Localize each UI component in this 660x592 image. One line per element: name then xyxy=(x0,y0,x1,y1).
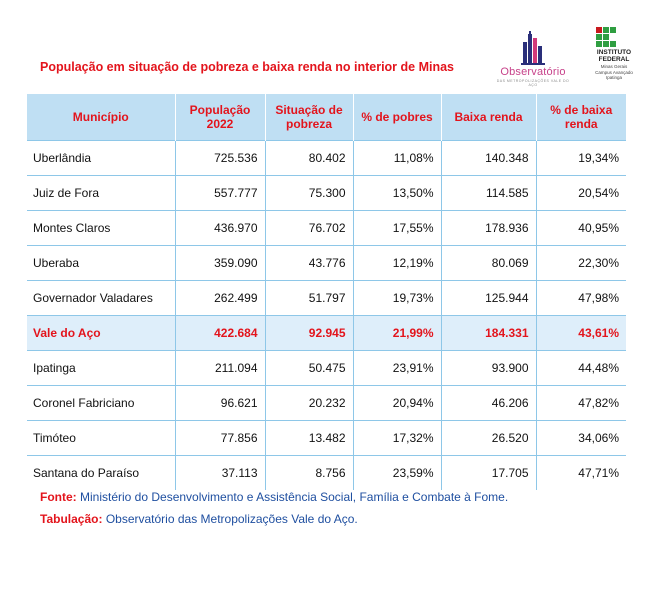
cell-municipio: Vale do Aço xyxy=(27,316,175,351)
if-campus xyxy=(584,64,644,81)
table-header-row xyxy=(27,94,626,141)
table-row xyxy=(27,351,626,386)
cell-pct-baixa-renda: 43,61% xyxy=(536,316,626,351)
cell-municipio: Coronel Fabriciano xyxy=(27,386,175,421)
tabulation-label: Tabulação: xyxy=(40,512,103,526)
header-pct-pobres: % de pobres xyxy=(353,94,441,141)
cell-baixa-renda: 26.520 xyxy=(441,421,536,456)
table-row xyxy=(27,281,626,316)
source-label: Fonte: xyxy=(40,490,77,504)
table-row xyxy=(27,176,626,211)
table-row-highlight xyxy=(27,316,626,351)
table-row xyxy=(27,456,626,491)
cell-municipio: Santana do Paraíso xyxy=(27,456,175,491)
if-line-3: Minas Gerais xyxy=(600,64,628,69)
cell-pct-baixa-renda: 47,98% xyxy=(536,281,626,316)
source-text: Ministério do Desenvolvimento e Assistência Social, Família e Combate à Fome. xyxy=(80,490,509,504)
if-grid-icon xyxy=(596,27,622,47)
cell-pct-pobres: 20,94% xyxy=(353,386,441,421)
cell-populacao: 37.113 xyxy=(175,456,265,491)
if-name xyxy=(584,49,644,63)
table-row xyxy=(27,141,626,176)
instituto-federal-logo xyxy=(584,27,644,93)
cell-pct-baixa-renda: 44,48% xyxy=(536,351,626,386)
cell-situacao-pobreza: 8.756 xyxy=(265,456,353,491)
cell-municipio: Timóteo xyxy=(27,421,175,456)
page-title: População em situação de pobreza e baixa renda no interior de Minas xyxy=(40,60,455,74)
cell-pct-baixa-renda: 47,82% xyxy=(536,386,626,421)
cell-municipio: Montes Claros xyxy=(27,211,175,246)
cell-municipio: Governador Valadares xyxy=(27,281,175,316)
cell-pct-pobres: 21,99% xyxy=(353,316,441,351)
city-skyline-icon xyxy=(493,30,573,66)
cell-situacao-pobreza: 75.300 xyxy=(265,176,353,211)
if-line-1: INSTITUTO xyxy=(596,49,632,56)
cell-baixa-renda: 178.936 xyxy=(441,211,536,246)
header-baixa-renda: Baixa renda xyxy=(441,94,536,141)
cell-pct-pobres: 23,59% xyxy=(353,456,441,491)
table-row xyxy=(27,386,626,421)
cell-pct-baixa-renda: 20,54% xyxy=(536,176,626,211)
cell-populacao: 96.621 xyxy=(175,386,265,421)
if-line-5: Ipatinga xyxy=(605,75,622,80)
tabulation-note xyxy=(40,512,358,526)
cell-baixa-renda: 46.206 xyxy=(441,386,536,421)
cell-situacao-pobreza: 51.797 xyxy=(265,281,353,316)
cell-pct-pobres: 23,91% xyxy=(353,351,441,386)
table-row xyxy=(27,211,626,246)
header-populacao: População 2022 xyxy=(175,94,265,141)
cell-baixa-renda: 125.944 xyxy=(441,281,536,316)
cell-populacao: 359.090 xyxy=(175,246,265,281)
tabulation-text: Observatório das Metropolizações Vale do Aço. xyxy=(105,512,358,526)
cell-baixa-renda: 114.585 xyxy=(441,176,536,211)
observatorio-subtitle: DAS METROPOLIZAÇÕES VALE DO AÇO xyxy=(496,79,570,87)
cell-pct-pobres: 17,55% xyxy=(353,211,441,246)
table-row xyxy=(27,246,626,281)
cell-baixa-renda: 80.069 xyxy=(441,246,536,281)
cell-situacao-pobreza: 20.232 xyxy=(265,386,353,421)
cell-pct-baixa-renda: 34,06% xyxy=(536,421,626,456)
observatorio-name: Observatório xyxy=(500,66,566,78)
cell-populacao: 422.684 xyxy=(175,316,265,351)
cell-situacao-pobreza: 50.475 xyxy=(265,351,353,386)
cell-pct-pobres: 13,50% xyxy=(353,176,441,211)
cell-populacao: 557.777 xyxy=(175,176,265,211)
cell-situacao-pobreza: 92.945 xyxy=(265,316,353,351)
if-line-2: FEDERAL xyxy=(598,56,630,63)
cell-pct-pobres: 11,08% xyxy=(353,141,441,176)
cell-municipio: Juiz de Fora xyxy=(27,176,175,211)
cell-populacao: 725.536 xyxy=(175,141,265,176)
cell-pct-baixa-renda: 22,30% xyxy=(536,246,626,281)
cell-pct-pobres: 19,73% xyxy=(353,281,441,316)
table-row xyxy=(27,421,626,456)
cell-baixa-renda: 140.348 xyxy=(441,141,536,176)
header-situacao-pobreza: Situação de pobreza xyxy=(265,94,353,141)
cell-baixa-renda: 17.705 xyxy=(441,456,536,491)
cell-baixa-renda: 93.900 xyxy=(441,351,536,386)
cell-populacao: 262.499 xyxy=(175,281,265,316)
cell-populacao: 77.856 xyxy=(175,421,265,456)
header-pct-baixa-renda: % de baixa renda xyxy=(536,94,626,141)
cell-situacao-pobreza: 43.776 xyxy=(265,246,353,281)
cell-municipio: Ipatinga xyxy=(27,351,175,386)
poverty-table xyxy=(27,94,626,490)
cell-situacao-pobreza: 80.402 xyxy=(265,141,353,176)
header-municipio: Município xyxy=(27,94,175,141)
observatorio-logo xyxy=(493,30,573,88)
source-note xyxy=(40,490,508,504)
cell-populacao: 436.970 xyxy=(175,211,265,246)
cell-populacao: 211.094 xyxy=(175,351,265,386)
cell-baixa-renda: 184.331 xyxy=(441,316,536,351)
cell-municipio: Uberaba xyxy=(27,246,175,281)
cell-pct-pobres: 17,32% xyxy=(353,421,441,456)
cell-pct-baixa-renda: 47,71% xyxy=(536,456,626,491)
if-line-4: Campus Avançado xyxy=(595,69,633,75)
cell-municipio: Uberlândia xyxy=(27,141,175,176)
cell-situacao-pobreza: 13.482 xyxy=(265,421,353,456)
cell-pct-baixa-renda: 40,95% xyxy=(536,211,626,246)
cell-pct-pobres: 12,19% xyxy=(353,246,441,281)
cell-situacao-pobreza: 76.702 xyxy=(265,211,353,246)
cell-pct-baixa-renda: 19,34% xyxy=(536,141,626,176)
